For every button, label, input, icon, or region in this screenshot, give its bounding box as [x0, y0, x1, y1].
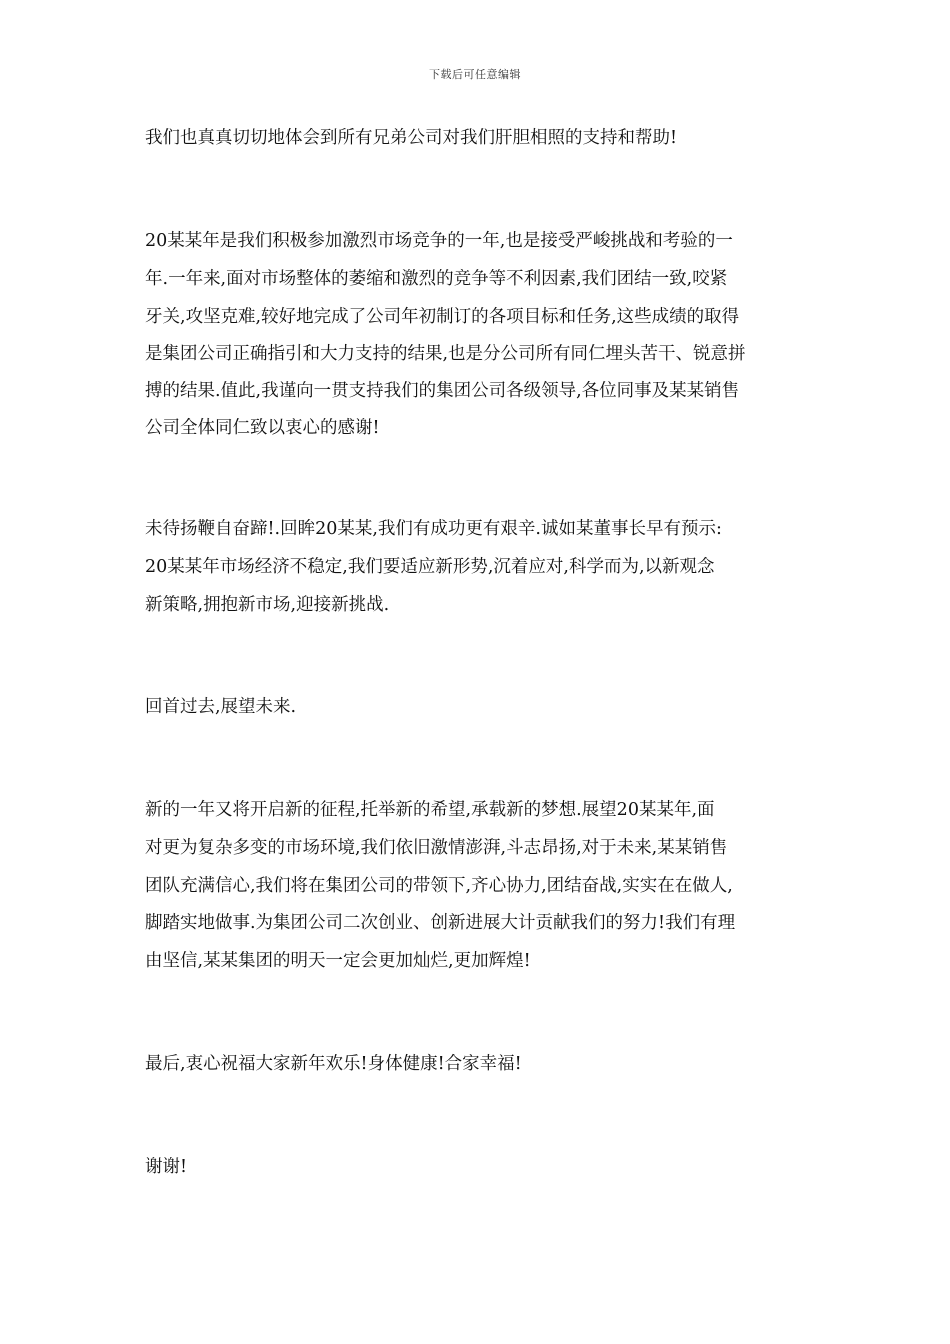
text-line: 脚踏实地做事.为集团公司二次创业、创新进展大计贡献我们的努力!我们有理	[145, 913, 736, 933]
text-line: 新策略,拥抱新市场,迎接新挑战.	[145, 595, 390, 615]
text-line: 未待扬鞭自奋蹄!.回眸20某某,我们有成功更有艰辛.诚如某董事长早有预示:	[145, 519, 722, 539]
text-line: 最后,衷心祝福大家新年欢乐!身体健康!合家幸福!	[145, 1054, 522, 1074]
text-line: 20某某年市场经济不稳定,我们要适应新形势,沉着应对,科学而为,以新观念	[145, 557, 715, 577]
text-line: 谢谢!	[145, 1157, 188, 1177]
text-line: 团队充满信心,我们将在集团公司的带领下,齐心协力,团结奋战,实实在在做人,	[145, 876, 733, 896]
text-line: 年.一年来,面对市场整体的萎缩和激烈的竞争等不利因素,我们团结一致,咬紧	[145, 269, 728, 289]
text-line: 由坚信,某某集团的明天一定会更加灿烂,更加辉煌!	[145, 951, 531, 971]
text-line: 公司全体同仁致以衷心的感谢!	[145, 418, 380, 438]
text-line: 回首过去,展望未来.	[145, 697, 297, 717]
text-line: 搏的结果.值此,我谨向一贯支持我们的集团公司各级领导,各位同事及某某销售	[145, 381, 740, 401]
page-header: 下载后可任意编辑	[429, 68, 521, 81]
text-line: 对更为复杂多变的市场环境,我们依旧激情澎湃,斗志昂扬,对于未来,某某销售	[145, 838, 728, 858]
text-line: 新的一年又将开启新的征程,托举新的希望,承载新的梦想.展望20某某年,面	[145, 800, 715, 820]
text-line: 是集团公司正确指引和大力支持的结果,也是分公司所有同仁埋头苦干、锐意拼	[145, 344, 746, 364]
text-line: 20某某年是我们积极参加激烈市场竞争的一年,也是接受严峻挑战和考验的一	[145, 231, 733, 251]
text-line: 牙关,攻坚克难,较好地完成了公司年初制订的各项目标和任务,这些成绩的取得	[145, 307, 740, 327]
text-line: 我们也真真切切地体会到所有兄弟公司对我们肝胆相照的支持和帮助!	[145, 128, 678, 148]
